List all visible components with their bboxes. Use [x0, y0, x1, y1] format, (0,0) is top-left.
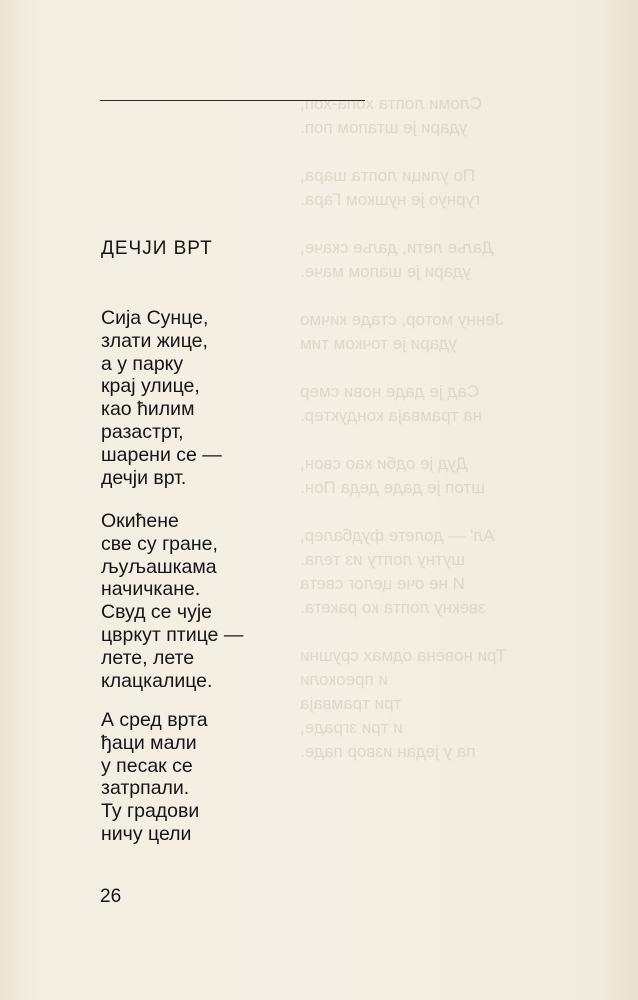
bleed-line: на трамваја кондуктер.	[300, 406, 482, 425]
verse-line: у песак се	[101, 754, 193, 777]
verse-line: разастрт,	[101, 420, 184, 443]
bleed-line: гурнуо је нушком Гара.	[300, 190, 481, 209]
stanza-1	[101, 307, 222, 489]
verse-line: затрпали.	[101, 777, 190, 800]
bleed-line: Јенну мотор, стаде кичмо	[300, 310, 504, 329]
bleed-line	[300, 620, 570, 644]
verse-line: злати жице,	[101, 329, 208, 352]
bleed-line: Три новена одмах срушни	[300, 646, 506, 665]
bleed-line	[300, 500, 570, 524]
page-number: 26	[100, 886, 122, 907]
bleed-line: По улици лопта шара,	[300, 166, 476, 185]
verse-line: цвркут птице —	[101, 623, 244, 646]
bleed-line: и три зграде,	[300, 718, 403, 737]
verse-line: љуљашкама	[101, 555, 217, 578]
top-rule	[100, 100, 365, 101]
bleed-through-text	[300, 92, 570, 764]
bleed-line: Даље лети, даље скаче,	[300, 238, 494, 257]
verse-line: Окићене	[101, 510, 179, 532]
bleed-line: звекну лопта ко ракета.	[300, 598, 486, 617]
verse-line: шарени се —	[101, 443, 222, 466]
verse-line: а у парку	[101, 352, 184, 375]
bleed-line: па у један извор паде.	[300, 742, 476, 761]
verse-line: лете, лете	[101, 646, 195, 669]
bleed-line: Сад је дадe нови смер	[300, 382, 480, 401]
verse-line: Сија Сунце,	[101, 307, 209, 329]
bleed-line: Ал' — долете фудбалер,	[300, 526, 495, 545]
poem-title: ДЕЧЈИ ВРТ	[101, 238, 213, 259]
bleed-line: И не оче целог света	[300, 574, 465, 593]
verse-line: крај улице,	[101, 375, 200, 398]
bleed-line	[300, 140, 570, 164]
verse-line: све су гране,	[101, 532, 218, 555]
verse-line: ђаци мали	[101, 731, 197, 754]
verse-line: начичкане.	[101, 578, 201, 601]
bleed-line	[300, 212, 570, 236]
verse-line: дечји врт.	[101, 466, 187, 489]
bleed-line: удари је штапом поп.	[300, 118, 468, 137]
verse-line: А сред врта	[101, 709, 208, 731]
bleed-line	[300, 284, 570, 308]
bleed-line	[300, 428, 570, 452]
stanza-2	[101, 510, 243, 692]
verse-line: Ту градови	[101, 800, 200, 823]
bleed-line: штоп је дадe деда Пон.	[300, 478, 485, 497]
bleed-line: три трамваја	[300, 694, 402, 713]
bleed-line: Сломи лопта хопа-хоп,	[300, 94, 483, 113]
bleed-line	[300, 356, 570, 380]
bleed-line: удари је точком тим	[300, 334, 457, 353]
bleed-line: удари је шапом маче.	[300, 262, 471, 281]
verse-line: клацкалице.	[101, 669, 213, 692]
bleed-line: и преоколи	[300, 670, 388, 689]
verse-line: Свуд се чује	[101, 601, 213, 624]
stanza-3	[101, 709, 208, 846]
verse-line: ничу цели	[101, 822, 192, 845]
bleed-line: шутну лопту из тела.	[300, 550, 466, 569]
bleed-line: Дуд је одби као свон,	[300, 454, 468, 473]
verse-line: као ћилим	[101, 398, 195, 421]
